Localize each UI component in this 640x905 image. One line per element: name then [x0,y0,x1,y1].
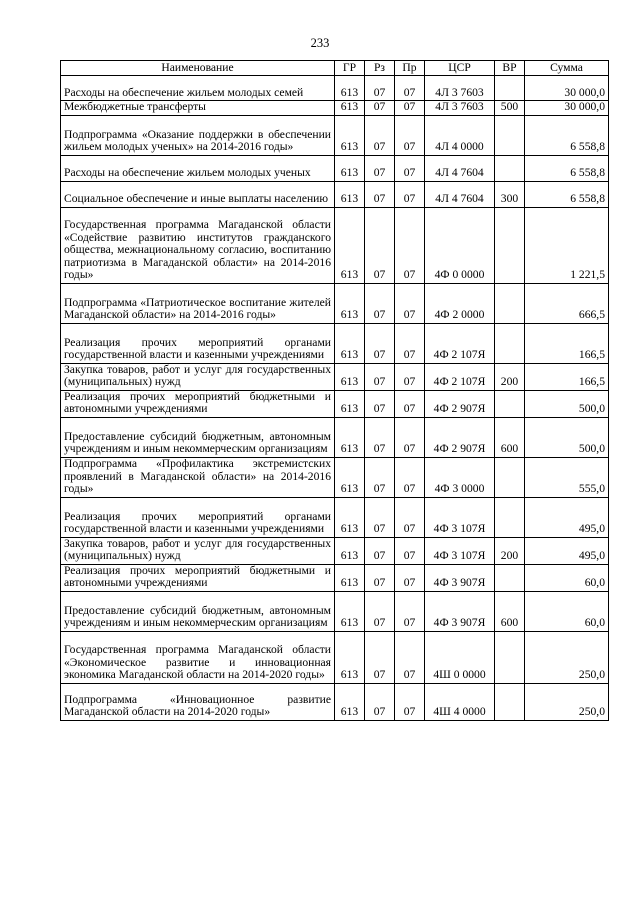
row-vr-cell [495,683,525,720]
row-rz-cell: 07 [365,564,395,591]
row-name-cell: Межбюджетные трансферты [61,101,335,116]
row-name-cell: Социальное обеспечение и иные выплаты населению [61,181,335,207]
row-csr-cell: 4Ф 2 907Я [425,417,495,457]
row-sum-cell: 1 221,5 [525,207,609,283]
row-rz-cell: 07 [365,181,395,207]
page-number: 233 [310,36,330,50]
table-row [61,155,609,181]
header-name: Наименование [61,61,335,76]
row-csr-cell: 4Л 3 7603 [425,76,495,101]
row-rz-cell: 07 [365,363,395,390]
header-rz: Рз [365,61,395,76]
row-vr-cell [495,323,525,363]
row-name-cell: Предоставление субсидий бюджетным, автономным учреждениям и иным некоммерческим организациям [61,417,335,457]
row-sum-cell: 6 558,8 [525,155,609,181]
row-sum-cell: 500,0 [525,390,609,417]
table-row [61,115,609,155]
row-pr-cell: 07 [395,101,425,116]
row-sum-cell: 30 000,0 [525,101,609,116]
row-pr-cell: 07 [395,76,425,101]
row-pr-cell: 07 [395,390,425,417]
table-row [61,76,609,101]
row-csr-cell: 4Ф 2 0000 [425,283,495,323]
header-pr: Пр [395,61,425,76]
row-pr-cell: 07 [395,323,425,363]
row-gr-cell: 613 [335,115,365,155]
row-sum-cell: 495,0 [525,537,609,564]
row-vr-cell: 300 [495,181,525,207]
row-rz-cell: 07 [365,457,395,497]
header-csr: ЦСР [425,61,495,76]
row-sum-cell: 60,0 [525,591,609,631]
row-name-cell: Реализация прочих мероприятий органами государственной власти и казенными учреждениями [61,497,335,537]
row-name-cell: Расходы на обеспечение жильем молодых ученых [61,155,335,181]
row-gr-cell: 613 [335,591,365,631]
row-vr-cell: 200 [495,537,525,564]
row-gr-cell: 613 [335,497,365,537]
row-gr-cell: 613 [335,363,365,390]
header-vr: ВР [495,61,525,76]
row-pr-cell: 07 [395,363,425,390]
row-sum-cell: 6 558,8 [525,181,609,207]
table-row [61,363,609,390]
row-gr-cell: 613 [335,417,365,457]
row-pr-cell: 07 [395,457,425,497]
row-name-cell: Подпрограмма «Патриотическое воспитание жителей Магаданской области» на 2014-2016 годы» [61,283,335,323]
row-gr-cell: 613 [335,564,365,591]
row-gr-cell: 613 [335,683,365,720]
row-sum-cell: 30 000,0 [525,76,609,101]
table-row [61,323,609,363]
row-sum-cell: 500,0 [525,417,609,457]
table-row [61,683,609,720]
row-vr-cell [495,631,525,683]
row-name-cell: Государственная программа Магаданской области «Содействие развитию институтов гражданского общества, межнациональному согласию, воспитанию патриотизма в Магаданской области» на 2014-2016 годы» [61,207,335,283]
row-rz-cell: 07 [365,323,395,363]
row-sum-cell: 166,5 [525,363,609,390]
row-pr-cell: 07 [395,115,425,155]
row-vr-cell [495,115,525,155]
table-row [61,497,609,537]
row-sum-cell: 495,0 [525,497,609,537]
table-row [61,457,609,497]
row-csr-cell: 4Ф 3 107Я [425,497,495,537]
row-name-cell: Реализация прочих мероприятий бюджетными и автономными учреждениями [61,390,335,417]
budget-table [60,60,609,721]
row-pr-cell: 07 [395,683,425,720]
row-csr-cell: 4Ф 3 107Я [425,537,495,564]
row-pr-cell: 07 [395,591,425,631]
row-name-cell: Закупка товаров, работ и услуг для государственных (муниципальных) нужд [61,363,335,390]
table-row [61,283,609,323]
row-pr-cell: 07 [395,417,425,457]
row-pr-cell: 07 [395,181,425,207]
row-rz-cell: 07 [365,115,395,155]
row-rz-cell: 07 [365,390,395,417]
row-rz-cell: 07 [365,683,395,720]
row-csr-cell: 4Ф 2 907Я [425,390,495,417]
table-row [61,537,609,564]
row-sum-cell: 60,0 [525,564,609,591]
row-csr-cell: 4Ф 3 907Я [425,564,495,591]
row-vr-cell [495,457,525,497]
row-vr-cell: 200 [495,363,525,390]
row-csr-cell: 4Ф 2 107Я [425,323,495,363]
row-name-cell: Реализация прочих мероприятий бюджетными и автономными учреждениями [61,564,335,591]
row-sum-cell: 666,5 [525,283,609,323]
row-name-cell: Подпрограмма «Оказание поддержки в обеспечении жильем молодых ученых» на 2014-2016 годы» [61,115,335,155]
row-vr-cell: 600 [495,417,525,457]
row-pr-cell: 07 [395,497,425,537]
row-gr-cell: 613 [335,155,365,181]
header-gr: ГР [335,61,365,76]
row-vr-cell [495,155,525,181]
row-csr-cell: 4Ф 2 107Я [425,363,495,390]
row-vr-cell: 500 [495,101,525,116]
row-sum-cell: 6 558,8 [525,115,609,155]
table-row [61,181,609,207]
row-rz-cell: 07 [365,497,395,537]
row-csr-cell: 4Ш 0 0000 [425,631,495,683]
row-rz-cell: 07 [365,591,395,631]
table-row [61,564,609,591]
row-csr-cell: 4Ф 0 0000 [425,207,495,283]
row-gr-cell: 613 [335,537,365,564]
row-name-cell: Подпрограмма «Инновационное развитие Магаданской области на 2014-2020 годы» [61,683,335,720]
row-gr-cell: 613 [335,76,365,101]
table-row [61,591,609,631]
row-rz-cell: 07 [365,417,395,457]
header-row [61,61,609,76]
header-sum: Сумма [525,61,609,76]
row-gr-cell: 613 [335,207,365,283]
row-vr-cell [495,564,525,591]
row-rz-cell: 07 [365,155,395,181]
row-name-cell: Государственная программа Магаданской области «Экономическое развитие и инновационная экономика Магаданской области на 2014-2020 годы» [61,631,335,683]
row-csr-cell: 4Л 4 7604 [425,181,495,207]
table-row [61,631,609,683]
row-pr-cell: 07 [395,564,425,591]
row-gr-cell: 613 [335,323,365,363]
row-sum-cell: 250,0 [525,631,609,683]
row-gr-cell: 613 [335,283,365,323]
row-gr-cell: 613 [335,457,365,497]
table-body [61,76,609,721]
row-rz-cell: 07 [365,207,395,283]
row-rz-cell: 07 [365,283,395,323]
row-rz-cell: 07 [365,631,395,683]
row-vr-cell [495,76,525,101]
row-csr-cell: 4Л 3 7603 [425,101,495,116]
row-vr-cell [495,283,525,323]
table-row [61,207,609,283]
row-csr-cell: 4Ш 4 0000 [425,683,495,720]
row-csr-cell: 4Ф 3 0000 [425,457,495,497]
row-vr-cell [495,390,525,417]
row-csr-cell: 4Ф 3 907Я [425,591,495,631]
row-name-cell: Расходы на обеспечение жильем молодых семей [61,76,335,101]
row-sum-cell: 250,0 [525,683,609,720]
row-pr-cell: 07 [395,155,425,181]
row-pr-cell: 07 [395,283,425,323]
row-name-cell: Подпрограмма «Профилактика экстремистских проявлений в Магаданской области» на 2014-2016 годы» [61,457,335,497]
row-pr-cell: 07 [395,207,425,283]
row-csr-cell: 4Л 4 0000 [425,115,495,155]
table-row [61,417,609,457]
table-row [61,101,609,116]
row-gr-cell: 613 [335,631,365,683]
row-name-cell: Реализация прочих мероприятий органами государственной власти и казенными учреждениями [61,323,335,363]
row-gr-cell: 613 [335,101,365,116]
row-csr-cell: 4Л 4 7604 [425,155,495,181]
table-row [61,390,609,417]
row-sum-cell: 555,0 [525,457,609,497]
row-pr-cell: 07 [395,631,425,683]
row-name-cell: Закупка товаров, работ и услуг для государственных (муниципальных) нужд [61,537,335,564]
row-vr-cell [495,207,525,283]
row-name-cell: Предоставление субсидий бюджетным, автономным учреждениям и иным некоммерческим организациям [61,591,335,631]
row-rz-cell: 07 [365,101,395,116]
row-rz-cell: 07 [365,537,395,564]
row-gr-cell: 613 [335,181,365,207]
row-rz-cell: 07 [365,76,395,101]
row-sum-cell: 166,5 [525,323,609,363]
row-pr-cell: 07 [395,537,425,564]
row-vr-cell [495,497,525,537]
row-vr-cell: 600 [495,591,525,631]
row-gr-cell: 613 [335,390,365,417]
